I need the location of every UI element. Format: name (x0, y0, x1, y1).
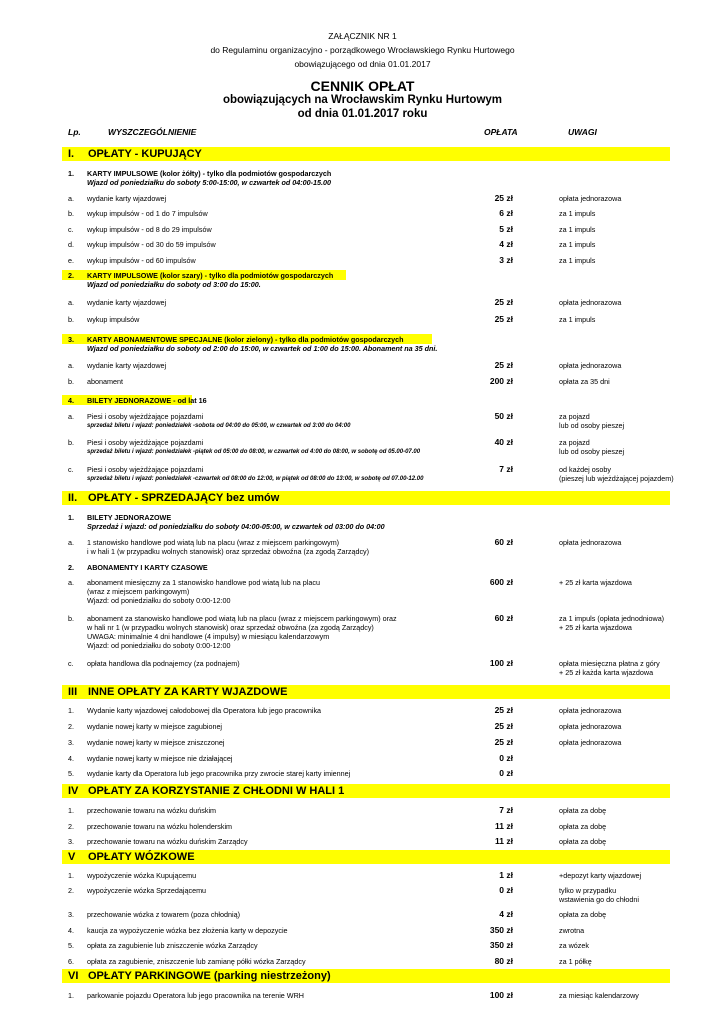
row-number: 1. (68, 871, 74, 880)
row-fee: 25 zł (494, 705, 513, 715)
row-number: 2. (68, 563, 74, 572)
row-description: opłata za zagubienie lub zniszczenie wózka Zarządcy (87, 941, 258, 950)
row-number: 2. (68, 722, 74, 731)
row-number: 3. (68, 910, 74, 919)
row-subdescription: sprzedaż biletu i wjazd: poniedziałek -sobota od 04:00 do 05:00, w czwartek od 3:00 do 04:00 (87, 423, 351, 429)
row-description: KARTY ABONAMENTOWE SPECJALNE (kolor zielony) - tylko dla podmiotów gospodarczych (87, 335, 404, 344)
row-number: b. (68, 614, 74, 623)
column-header-notes: UWAGI (568, 127, 597, 137)
row-description: KARTY IMPULSOWE (kolor szary) - tylko dla podmiotów gospodarczych (87, 271, 334, 280)
section-number: VI (68, 970, 79, 982)
row-description: przechowanie wózka z towarem (poza chłodnią) (87, 910, 241, 919)
row-fee: 100 zł (489, 990, 513, 1000)
row-description: KARTY IMPULSOWE (kolor żółty) - tylko dla podmiotów gospodarczych (87, 169, 332, 178)
row-number: b. (68, 209, 74, 218)
row-number: 1. (68, 806, 74, 815)
row-note: od każdej osoby (pieszej lub wjeżdżającej pojazdem) (559, 465, 674, 483)
row-note: zwrotna (559, 926, 585, 935)
row-subdescription: Wjazd od poniedziałku do soboty od 3:00 do 15:00. (87, 280, 261, 289)
row-fee: 0 zł (499, 885, 513, 895)
row-fee: 6 zł (499, 208, 513, 218)
row-subdescription: Wjazd od poniedziałku do soboty 5:00-15:00, w czwartek od 04:00-15.00 (87, 178, 332, 187)
row-note: +depozyt karty wjazdowej (559, 871, 642, 880)
row-number: 4. (68, 926, 74, 935)
row-note: za 1 impuls (559, 315, 596, 324)
section-number: II. (68, 492, 78, 504)
row-note: za 1 półkę (559, 957, 592, 966)
row-note: opłata jednorazowa (559, 194, 622, 203)
row-description: Wydanie karty wjazdowej całodobowej dla Operatora lub jego pracownika (87, 706, 322, 715)
row-number: b. (68, 377, 74, 386)
row-fee: 50 zł (494, 411, 513, 421)
row-note: opłata za dobę (559, 910, 607, 919)
row-fee: 7 zł (499, 464, 513, 474)
page-title: CENNIK OPŁAT (310, 78, 415, 94)
row-description: wykup impulsów - od 60 impulsów (87, 256, 196, 265)
row-number: a. (68, 538, 74, 547)
section-header-entry-cards (62, 685, 670, 699)
row-description: opłata handlowa dla podnajemcy (za podnajem) (87, 659, 240, 668)
annex-number: ZAŁĄCZNIK NR 1 (328, 31, 397, 41)
row-note: za 1 impuls (559, 240, 596, 249)
row-number: 1. (68, 513, 74, 522)
row-number: 4. (68, 396, 74, 405)
row-description: wydanie nowej karty w miejsce zniszczonej (87, 738, 225, 747)
section-title: OPŁATY - KUPUJĄCY (88, 148, 202, 160)
row-description: Piesi i osoby wjeżdżające pojazdami (87, 438, 204, 447)
row-description: wykup impulsów - od 8 do 29 impulsów (87, 225, 212, 234)
row-description: BILETY JEDNORAZOWE (87, 513, 172, 522)
row-number: 3. (68, 837, 74, 846)
row-fee: 40 zł (494, 437, 513, 447)
row-description: parkowanie pojazdu Operatora lub jego pracownika na terenie WRH (87, 991, 304, 1000)
row-fee: 25 zł (494, 314, 513, 324)
row-note: opłata za dobę (559, 822, 607, 831)
row-fee: 80 zł (494, 956, 513, 966)
row-number: 3. (68, 738, 74, 747)
row-description: ABONAMENTY I KARTY CZASOWE (87, 563, 208, 572)
page-subtitle-date: od dnia 01.01.2017 roku (297, 108, 428, 120)
row-description: BILETY JEDNORAZOWE - od lat 16 (87, 396, 207, 405)
row-note: za 1 impuls (559, 209, 596, 218)
row-note: za 1 impuls (559, 225, 596, 234)
section-header-parking (62, 969, 670, 983)
row-description: kaucja za wypożyczenie wózka bez złożenia karty w depozycie (87, 926, 288, 935)
row-number: b. (68, 438, 74, 447)
row-number: 1. (68, 706, 74, 715)
column-header-description: WYSZCZEGÓLNIENIE (108, 127, 197, 137)
column-header-fee: OPŁATA (484, 127, 518, 137)
row-fee: 60 zł (494, 537, 513, 547)
row-fee: 5 zł (499, 224, 513, 234)
row-number: 4. (68, 754, 74, 763)
row-description: abonament miesięczny za 1 stanowisko handlowe pod wiatą lub na placu (wraz z miejscem parkingowym) Wjazd: od poniedziałku do soboty 0:00-12:00 (87, 578, 320, 605)
row-number: 6. (68, 957, 74, 966)
row-number: 5. (68, 769, 74, 778)
row-note: opłata jednorazowa (559, 298, 622, 307)
row-subdescription: sprzedaż biletu i wjazd: poniedziałek -czwartek od 08:00 do 12:00, w piątek od 08:00 do 13:00, w sobotę od 07.00-12.00 (87, 476, 424, 482)
row-note: za pojazd lub od osoby pieszej (559, 438, 625, 456)
section-number: I. (68, 148, 75, 160)
row-number: b. (68, 315, 74, 324)
row-note: opłata miesięczna płatna z góry + 25 zł każda karta wjazdowa (559, 659, 660, 677)
section-title: INNE OPŁATY ZA KARTY WJAZDOWE (88, 686, 288, 698)
row-description: wykup impulsów (87, 315, 140, 324)
row-fee: 7 zł (499, 805, 513, 815)
row-description: wydanie karty wjazdowej (87, 298, 167, 307)
column-header-lp: Lp. (68, 127, 81, 137)
row-description: wydanie karty wjazdowej (87, 361, 167, 370)
row-number: 2. (68, 886, 74, 895)
row-number: a. (68, 298, 74, 307)
section-title: OPŁATY - SPRZEDAJĄCY bez umów (88, 492, 280, 504)
row-subdescription: sprzedaż biletu i wjazd: poniedziałek -piątek od 05:00 do 08:00, w czwartek od 4:00 do 08:00, w sobotę od 05.00-07.00 (87, 449, 421, 455)
section-number: III (68, 686, 78, 698)
page-subtitle: obowiązujących na Wrocławskim Rynku Hurtowym (222, 94, 503, 106)
row-note: opłata jednorazowa (559, 722, 622, 731)
row-number: 2. (68, 271, 74, 280)
annex-subtitle: do Regulaminu organizacyjno - porządkowego Wrocławskiego Rynku Hurtowego (210, 45, 515, 55)
row-fee: 4 zł (499, 909, 513, 919)
row-fee: 200 zł (489, 376, 513, 386)
row-note: + 25 zł karta wjazdowa (559, 578, 632, 587)
row-number: a. (68, 412, 74, 421)
row-fee: 25 zł (494, 360, 513, 370)
row-description: wykup impulsów - od 1 do 7 impulsów (87, 209, 208, 218)
row-fee: 1 zł (499, 870, 513, 880)
row-description: wypożyczenie wózka Sprzedającemu (87, 886, 207, 895)
row-note: opłata za dobę (559, 837, 607, 846)
row-number: 2. (68, 822, 74, 831)
row-fee: 0 zł (499, 753, 513, 763)
row-fee: 350 zł (489, 940, 513, 950)
row-description: Piesi i osoby wjeżdżające pojazdami (87, 465, 204, 474)
row-number: 1. (68, 991, 74, 1000)
section-header-trolleys (62, 850, 670, 864)
row-description: 1 stanowisko handlowe pod wiatą lub na placu (wraz z miejscem parkingowym) i w hali 1 (w przypadku wolnych stanowisk) oraz sprzedaż obwoźna (za zgodą Zarządcy) (87, 538, 370, 556)
section-number: V (68, 851, 76, 863)
row-number: a. (68, 361, 74, 370)
section-header-sellers (62, 491, 670, 505)
row-fee: 11 zł (495, 836, 513, 846)
row-note: za 1 impuls (559, 256, 596, 265)
annex-valid-from: obowiązującego od dnia 01.01.2017 (294, 59, 431, 69)
row-description: wydanie karty wjazdowej (87, 194, 167, 203)
row-note: za wózek (559, 941, 589, 950)
row-note: opłata jednorazowa (559, 738, 622, 747)
row-description: wydanie nowej karty w miejsce nie działającej (87, 754, 233, 763)
row-description: wykup impulsów - od 30 do 59 impulsów (87, 240, 216, 249)
row-fee: 25 zł (494, 721, 513, 731)
row-description: abonament za stanowisko handlowe pod wiatą lub na placu (wraz z miejscem parkingowym) oraz w hali nr 1 (w przypadku wolnych stanowisk) oraz sprzedaż obwoźna (za zgodą Zarządcy) UWAGA: minimalnie 4 dni handlowe (4 impulsy) w miesiącu kalendarzowym Wjazd: od poniedziałku do soboty 0:00-12:00 (87, 614, 397, 650)
row-note: opłata jednorazowa (559, 538, 622, 547)
row-number: e. (68, 256, 74, 265)
row-number: 1. (68, 169, 74, 178)
row-description: przechowanie towaru na wózku duńskim (87, 806, 217, 815)
row-description: przechowanie towaru na wózku duńskim Zarządcy (87, 837, 248, 846)
row-subdescription: Wjazd od poniedziałku do soboty od 2:00 do 15:00, w czwartek od 1:00 do 15:00. Abonament na 35 dni. (87, 344, 438, 353)
row-number: c. (68, 659, 74, 668)
row-description: wydanie karty dla Operatora lub jego pracownika przy zwrocie starej karty imiennej (87, 769, 351, 778)
row-number: c. (68, 465, 74, 474)
section-title: OPŁATY WÓZKOWE (88, 851, 195, 863)
row-fee: 100 zł (489, 658, 513, 668)
row-note: opłata jednorazowa (559, 706, 622, 715)
row-number: d. (68, 240, 74, 249)
section-title: OPŁATY ZA KORZYSTANIE Z CHŁODNI W HALI 1 (88, 785, 345, 797)
row-number: a. (68, 578, 74, 587)
row-description: Piesi i osoby wjeżdżające pojazdami (87, 412, 204, 421)
row-description: wydanie nowej karty w miejsce zagubionej (87, 722, 223, 731)
row-note: opłata jednorazowa (559, 361, 622, 370)
row-note: opłata za dobę (559, 806, 607, 815)
row-fee: 600 zł (489, 577, 513, 587)
section-title: OPŁATY PARKINGOWE (parking niestrzeżony) (88, 970, 331, 982)
row-number: a. (68, 194, 74, 203)
row-description: opłata za zagubienie, zniszczenie lub zamianę półki wózka Zarządcy (87, 957, 306, 966)
row-fee: 3 zł (499, 255, 513, 265)
row-description: przechowanie towaru na wózku holenderskim (87, 822, 233, 831)
row-number: 5. (68, 941, 74, 950)
row-number: c. (68, 225, 74, 234)
section-header-cold-storage (62, 784, 670, 798)
row-note: za miesiąc kalendarzowy (559, 991, 639, 1000)
row-fee: 25 zł (494, 297, 513, 307)
section-number: IV (68, 785, 79, 797)
row-description: wypożyczenie wózka Kupującemu (87, 871, 197, 880)
row-fee: 25 zł (494, 737, 513, 747)
row-note: tylko w przypadku wstawienia go do chłodni (559, 886, 639, 904)
row-note: za pojazd lub od osoby pieszej (559, 412, 625, 430)
row-fee: 11 zł (495, 821, 513, 831)
row-fee: 350 zł (489, 925, 513, 935)
section-header-buyers (62, 147, 670, 161)
row-number: 3. (68, 335, 74, 344)
row-fee: 25 zł (494, 193, 513, 203)
row-note: opłata za 35 dni (559, 377, 610, 386)
row-note: za 1 impuls (opłata jednodniowa) + 25 zł karta wjazdowa (559, 614, 665, 632)
row-subdescription: Sprzedaż i wjazd: od poniedziałku do soboty 04:00-05:00, w czwartek od 03:00 do 04:00 (87, 522, 385, 531)
row-fee: 0 zł (499, 768, 513, 778)
row-description: abonament (87, 377, 123, 386)
row-fee: 60 zł (494, 613, 513, 623)
row-fee: 4 zł (499, 239, 513, 249)
